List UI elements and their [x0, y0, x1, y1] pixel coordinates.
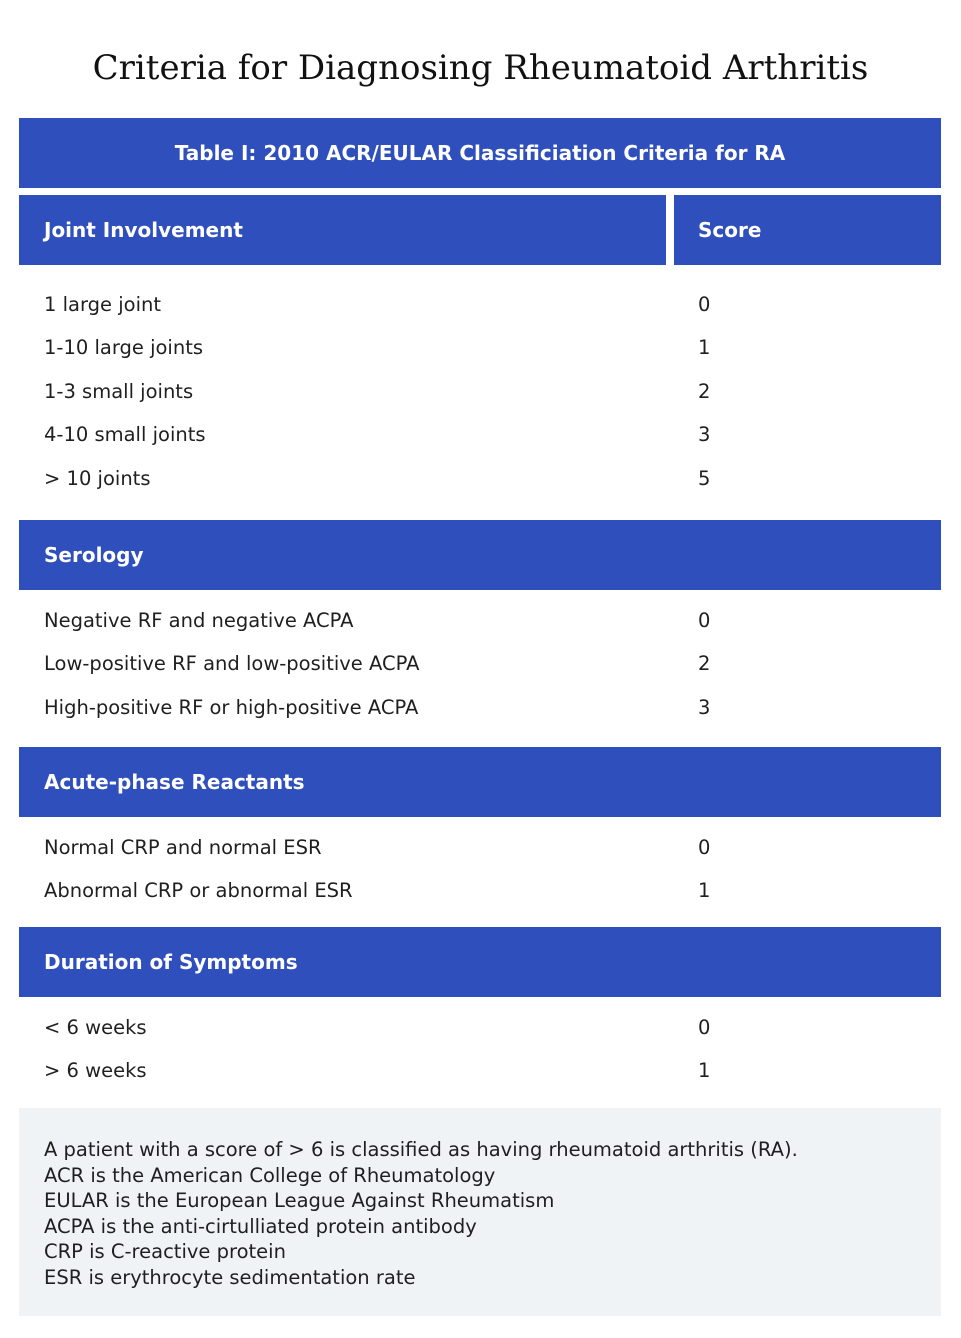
note-line: EULAR is the European League Against Rheumatism: [44, 1189, 555, 1212]
criterion-score: 1: [698, 879, 711, 902]
criterion-score: 3: [698, 423, 711, 446]
criterion-label: Normal CRP and normal ESR: [44, 836, 322, 859]
column-header-joint-involvement: Joint Involvement: [19, 195, 666, 265]
notes-box: [19, 1108, 941, 1316]
criterion-score: 1: [698, 1059, 711, 1082]
table-row: [0, 833, 961, 863]
criterion-label: < 6 weeks: [44, 1016, 147, 1039]
note-line: ACR is the American College of Rheumatology: [44, 1163, 496, 1187]
criterion-score: 3: [698, 696, 711, 719]
criterion-label: Negative RF and negative ACPA: [44, 609, 354, 632]
criterion-score: 0: [698, 1016, 711, 1039]
criterion-score: 5: [698, 467, 711, 490]
table-row: [0, 290, 961, 320]
criterion-label: Abnormal CRP or abnormal ESR: [44, 879, 353, 902]
criterion-score: 0: [698, 836, 711, 859]
criterion-label: High-positive RF or high-positive ACPA: [44, 696, 419, 719]
table-row: [0, 1056, 961, 1086]
section-header-acute-phase-reactants: Acute-phase Reactants: [19, 747, 941, 817]
criterion-label: > 6 weeks: [44, 1059, 147, 1082]
page-title: Criteria for Diagnosing Rheumatoid Arthritis: [92, 48, 869, 88]
table-row: [0, 649, 961, 679]
column-header-score: Score: [674, 195, 941, 265]
note-line: A patient with a score of > 6 is classified as having rheumatoid arthritis (RA).: [44, 1138, 798, 1161]
criterion-score: 2: [698, 380, 711, 403]
table-row: [0, 693, 961, 723]
table-row: [0, 333, 961, 363]
table-title: Table I: 2010 ACR/EULAR Classificiation Criteria for RA: [19, 118, 941, 188]
criterion-label: 4-10 small joints: [44, 423, 206, 446]
criterion-label: 1 large joint: [44, 293, 161, 316]
criterion-label: > 10 joints: [44, 467, 151, 490]
criterion-score: 2: [698, 652, 711, 675]
criterion-score: 0: [698, 293, 711, 316]
section-header-serology: Serology: [19, 520, 941, 590]
table-row: [0, 606, 961, 636]
criterion-label: 1-3 small joints: [44, 380, 194, 403]
criterion-label: 1-10 large joints: [44, 336, 203, 359]
table-row: [0, 420, 961, 450]
criterion-score: 0: [698, 609, 711, 632]
table-row: [0, 377, 961, 407]
criterion-score: 1: [698, 336, 711, 359]
table-row: [0, 464, 961, 494]
section-header-duration-of-symptoms: Duration of Symptoms: [19, 927, 941, 997]
note-line: ESR is erythrocyte sedimentation rate: [44, 1265, 416, 1289]
table-row: [0, 1013, 961, 1043]
note-line: CRP is C-reactive protein: [44, 1240, 286, 1263]
note-line: ACPA is the anti-cirtulliated protein antibody: [44, 1214, 477, 1238]
criterion-label: Low-positive RF and low-positive ACPA: [44, 652, 420, 675]
table-row: [0, 876, 961, 906]
